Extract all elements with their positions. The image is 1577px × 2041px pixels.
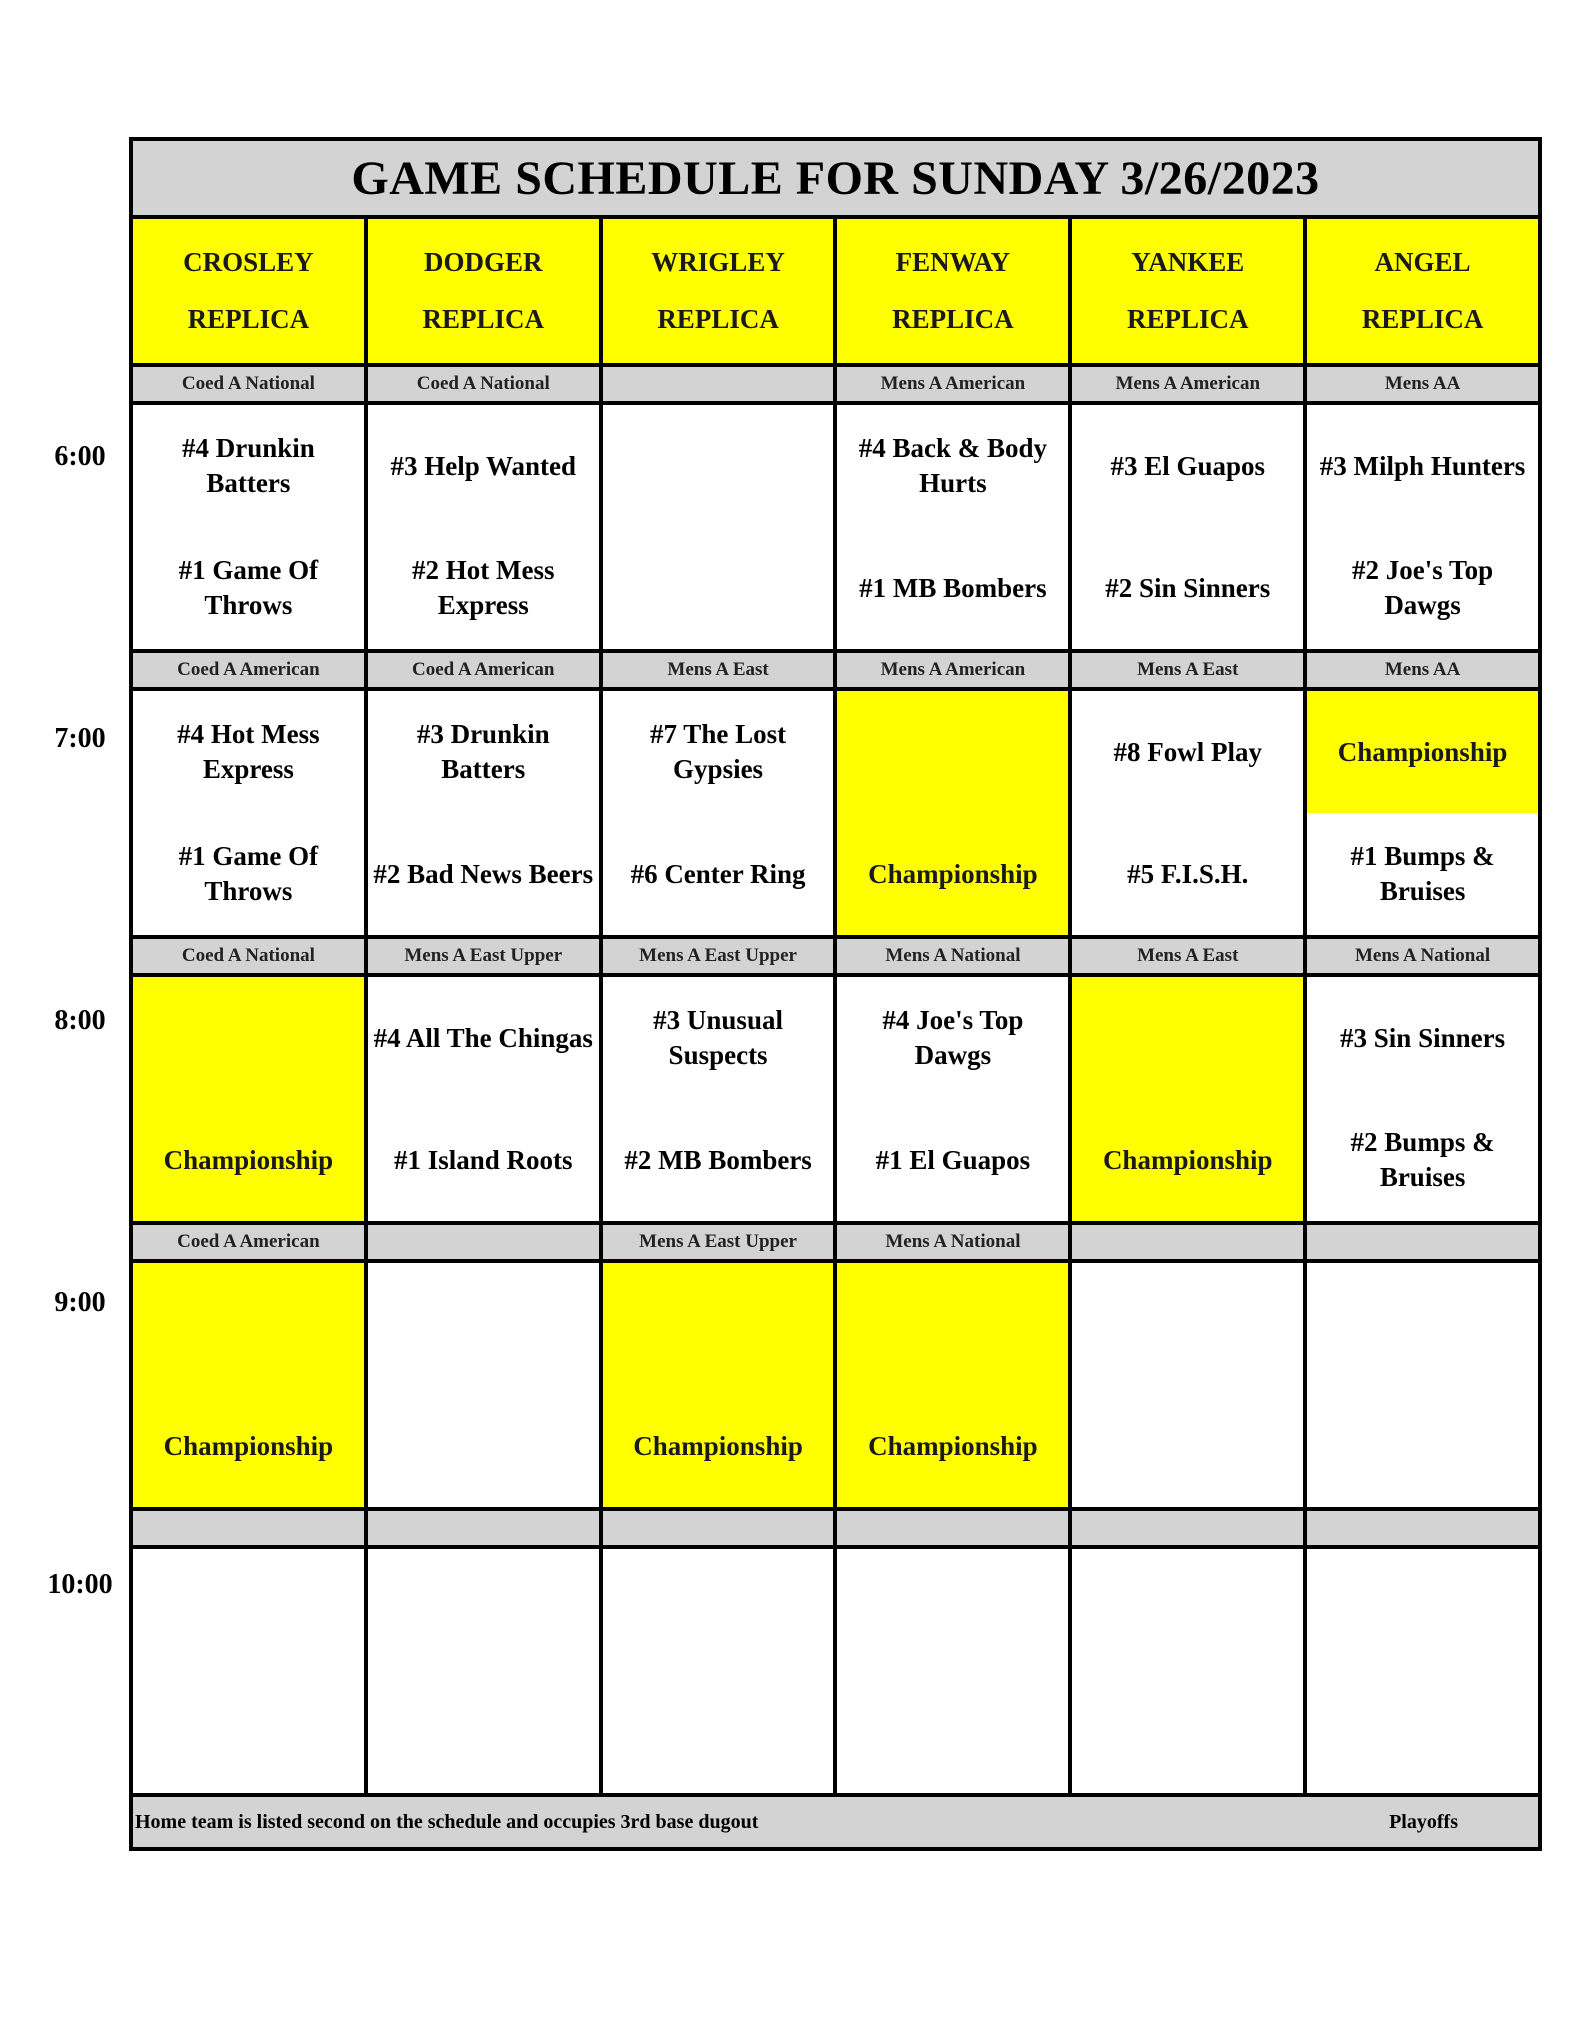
division-label: Coed A National — [368, 367, 599, 401]
championship-label: Championship — [868, 1430, 1038, 1461]
championship-cell — [603, 1263, 834, 1507]
division-label — [603, 1511, 834, 1545]
visiting-team — [372, 1265, 595, 1383]
division-label: Mens A American — [837, 653, 1068, 687]
game-cell — [1307, 405, 1538, 649]
game-cell — [603, 1549, 834, 1793]
game-cell — [603, 405, 834, 649]
time-label-8: 8:00 — [54, 1005, 106, 1036]
division-label: Mens A American — [837, 367, 1068, 401]
game-cell — [603, 691, 834, 935]
visiting-team — [607, 407, 830, 525]
home-team — [841, 1673, 1064, 1791]
championship-label: Championship — [163, 1430, 334, 1461]
home-team: #2 Bumps & Bruises — [1350, 1127, 1495, 1192]
visiting-team: #3 Unusual Suspects — [653, 1005, 783, 1070]
visiting-team: #3 Drunkin Batters — [416, 719, 550, 784]
division-label — [1307, 1511, 1538, 1545]
visiting-team: #4 Back & Body Hurts — [858, 433, 1048, 498]
game-cell — [133, 405, 364, 649]
field-type: REPLICA — [657, 304, 779, 334]
home-team — [372, 1387, 595, 1505]
home-team: #1 MB Bombers — [859, 572, 1047, 603]
game-cell — [368, 1263, 599, 1507]
visiting-team — [137, 1551, 360, 1669]
championship-label: Championship — [633, 1430, 803, 1461]
visiting-team: #7 The Lost Gypsies — [650, 719, 787, 784]
division-label: Mens AA — [1307, 653, 1538, 687]
field-header-fenway — [837, 219, 1068, 363]
visiting-team — [607, 1551, 830, 1669]
division-label: Mens AA — [1307, 367, 1538, 401]
championship-cell — [133, 977, 364, 1221]
game-cell — [1307, 1263, 1538, 1507]
visiting-team — [1076, 1551, 1299, 1669]
home-team: #2 Sin Sinners — [1105, 572, 1271, 603]
division-label — [603, 367, 834, 401]
time-label-9: 9:00 — [54, 1287, 106, 1318]
field-header-dodger — [368, 219, 599, 363]
visiting-team: #4 Hot Mess Express — [177, 719, 320, 784]
division-label — [368, 1225, 599, 1259]
field-type: REPLICA — [1361, 304, 1484, 334]
home-team — [372, 1673, 595, 1791]
visiting-team — [607, 1265, 830, 1383]
home-team: #1 El Guapos — [875, 1144, 1031, 1175]
field-header-wrigley — [603, 219, 834, 363]
game-cell — [133, 691, 364, 935]
home-team: #2 MB Bombers — [624, 1144, 812, 1175]
division-label: Mens A East — [603, 653, 834, 687]
championship-cell — [133, 1263, 364, 1507]
division-label: Mens A American — [1072, 367, 1303, 401]
time-label-6: 6:00 — [54, 441, 106, 472]
division-label — [1072, 1511, 1303, 1545]
field-header-crosley — [133, 219, 364, 363]
division-label: Coed A American — [133, 653, 364, 687]
game-cell — [368, 977, 599, 1221]
home-team: #2 Hot Mess Express — [412, 555, 555, 620]
division-label: Mens A East Upper — [603, 939, 834, 973]
division-label: Mens A East — [1072, 939, 1303, 973]
field-name: CROSLEY — [183, 247, 314, 277]
game-cell — [1072, 1549, 1303, 1793]
visiting-team — [137, 1265, 360, 1383]
game-cell — [837, 977, 1068, 1221]
home-team — [607, 529, 830, 647]
championship-label: Championship — [163, 1144, 334, 1175]
field-type: REPLICA — [1126, 304, 1249, 334]
championship-cell — [1072, 977, 1303, 1221]
visiting-team: #4 All The Chingas — [373, 1022, 593, 1053]
home-team: #6 Center Ring — [630, 858, 806, 889]
visiting-team: #3 Milph Hunters — [1319, 450, 1526, 481]
visiting-team — [841, 693, 1064, 811]
field-type: REPLICA — [187, 304, 310, 334]
championship-label: Championship — [1102, 1144, 1273, 1175]
division-label: Coed A National — [133, 367, 364, 401]
home-team: #2 Joe's Top Dawgs — [1352, 555, 1494, 620]
visiting-team — [1076, 1265, 1299, 1383]
division-label: Mens A National — [1307, 939, 1538, 973]
time-label-10: 10:00 — [47, 1569, 113, 1600]
game-cell — [368, 1549, 599, 1793]
field-name: YANKEE — [1131, 247, 1245, 277]
visiting-team — [841, 1551, 1064, 1669]
game-cell — [1307, 977, 1538, 1221]
division-label: Mens A National — [837, 939, 1068, 973]
home-team: #1 Game Of Throws — [178, 841, 319, 906]
field-header-yankee — [1072, 219, 1303, 363]
game-cell — [1072, 405, 1303, 649]
visiting-team: #3 El Guapos — [1110, 450, 1266, 481]
game-cell — [837, 405, 1068, 649]
field-name: DODGER — [423, 247, 543, 277]
home-team — [1076, 1387, 1299, 1505]
game-cell — [603, 977, 834, 1221]
division-label — [133, 1511, 364, 1545]
visiting-team: #8 Fowl Play — [1113, 736, 1262, 767]
home-team — [1076, 1673, 1299, 1791]
visiting-team — [841, 1265, 1064, 1383]
championship-cell — [837, 691, 1068, 935]
visiting-team: #4 Joe's Top Dawgs — [882, 1005, 1024, 1070]
home-team — [1311, 1387, 1534, 1505]
home-team: #1 Game Of Throws — [178, 555, 319, 620]
game-cell — [1307, 1549, 1538, 1793]
field-type: REPLICA — [892, 304, 1014, 334]
division-label — [1072, 1225, 1303, 1259]
time-column — [0, 0, 128, 2041]
home-team: #2 Bad News Beers — [373, 858, 594, 889]
field-name: WRIGLEY — [651, 247, 785, 277]
visiting-team — [137, 979, 360, 1097]
division-label — [368, 1511, 599, 1545]
home-team: #1 Bumps & Bruises — [1350, 841, 1495, 906]
division-label: Coed A National — [133, 939, 364, 973]
home-team — [607, 1673, 830, 1791]
division-label — [1307, 1225, 1538, 1259]
visiting-team — [1076, 979, 1299, 1097]
home-team — [137, 1673, 360, 1791]
championship-label: Championship — [1337, 736, 1508, 767]
time-label-7: 7:00 — [54, 723, 106, 754]
game-cell — [837, 1549, 1068, 1793]
division-label — [837, 1511, 1068, 1545]
visiting-team — [372, 1551, 595, 1669]
game-cell — [368, 405, 599, 649]
visiting-team: #4 Drunkin Batters — [182, 433, 315, 498]
field-type: REPLICA — [422, 304, 544, 334]
playoffs-legend: Playoffs — [1389, 1810, 1458, 1833]
field-header-angel — [1307, 219, 1538, 363]
footer-bar — [133, 1797, 1538, 1847]
visiting-team: #3 Help Wanted — [390, 450, 577, 481]
division-label: Mens A East Upper — [368, 939, 599, 973]
division-label: Coed A American — [133, 1225, 364, 1259]
division-label: Mens A East — [1072, 653, 1303, 687]
championship-cell — [837, 1263, 1068, 1507]
division-label: Mens A East Upper — [603, 1225, 834, 1259]
page-title: GAME SCHEDULE FOR SUNDAY 3/26/2023 — [133, 141, 1538, 215]
game-cell — [133, 1549, 364, 1793]
division-label: Mens A National — [837, 1225, 1068, 1259]
game-cell — [1072, 691, 1303, 935]
field-name: FENWAY — [895, 247, 1011, 277]
visiting-team — [1311, 1265, 1534, 1383]
game-cell — [368, 691, 599, 935]
division-label: Coed A American — [368, 653, 599, 687]
home-team: #1 Island Roots — [393, 1144, 573, 1175]
field-name: ANGEL — [1374, 247, 1471, 277]
game-cell — [1072, 1263, 1303, 1507]
footer-note: Home team is listed second on the schedule and occupies 3rd base dugout — [135, 1810, 759, 1833]
visiting-team — [1311, 1551, 1534, 1669]
schedule-table — [129, 137, 1542, 1851]
visiting-team: #3 Sin Sinners — [1340, 1022, 1506, 1053]
home-team: #5 F.I.S.H. — [1127, 858, 1249, 889]
game-cell — [1307, 691, 1538, 935]
championship-label: Championship — [868, 858, 1038, 889]
home-team — [1311, 1673, 1534, 1791]
